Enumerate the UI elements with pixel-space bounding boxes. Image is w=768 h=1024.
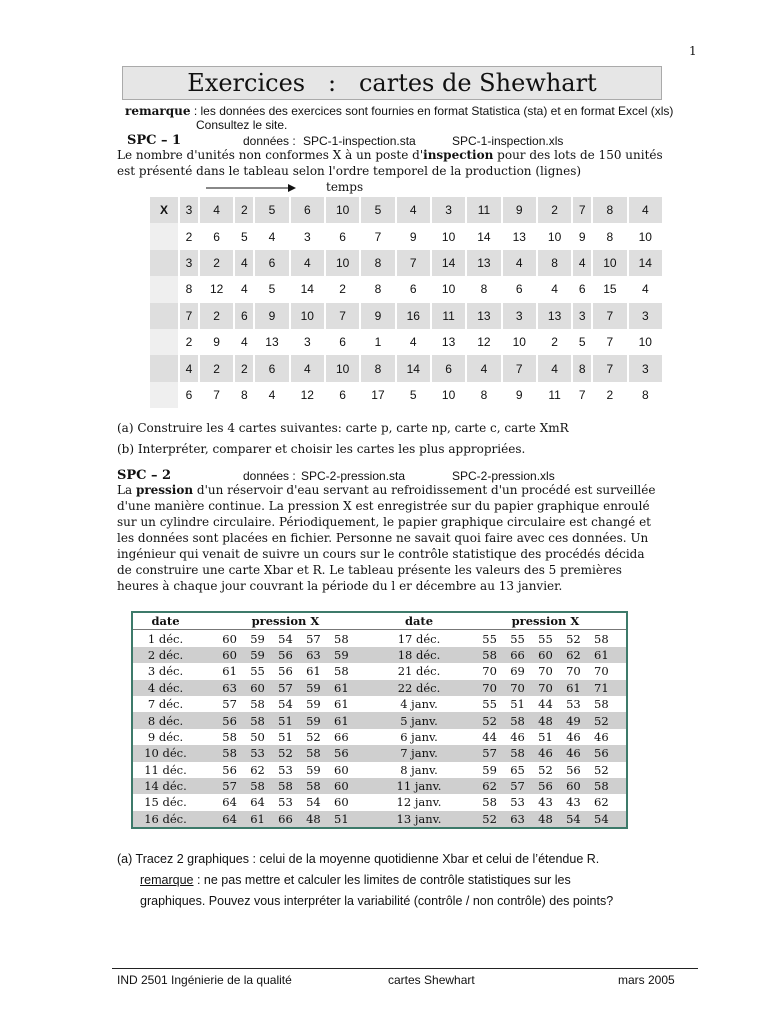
date-cell: 7 janv.	[373, 745, 465, 761]
paragraph-text: ingénieur qui venait de suivre un cours sur le contrôle statistique des procédés décida	[117, 547, 645, 561]
spc1-cell: 10	[592, 250, 627, 276]
spc1-cell: 5	[254, 197, 289, 223]
spc1-cell: 10	[325, 355, 360, 381]
spc1-cell: 4	[234, 329, 254, 355]
pressure-cell: 44 46 51 46 46	[465, 729, 626, 745]
row-label-cell	[150, 250, 179, 276]
paragraph-text: les données sont placées en fichier. Personne ne savait quoi faire avec ces données. Un	[117, 531, 649, 545]
spc1-cell: 4	[466, 355, 501, 381]
spc1-intro-bold: inspection	[423, 148, 494, 162]
pressure-cell: 62 57 56 60 58	[465, 778, 626, 794]
row-label-cell	[150, 303, 179, 329]
spc1-cell: 7	[360, 223, 395, 249]
spc2-row	[133, 712, 626, 728]
spc1-cell: 6	[325, 329, 360, 355]
spc2-data-table-frame	[131, 611, 628, 829]
spc2-files-label: données :	[243, 469, 296, 483]
spc2-file-sta: SPC-2-pression.sta	[301, 469, 406, 483]
spc1-cell: 4	[254, 382, 289, 408]
spc1-cell: 2	[199, 355, 234, 381]
spc1-cell: 5	[254, 276, 289, 302]
spc1-row	[150, 276, 663, 302]
spc1-cell: 10	[290, 303, 325, 329]
spc2-row	[133, 778, 626, 794]
spc1-cell: 8	[628, 382, 663, 408]
date-cell: 4 janv.	[373, 696, 465, 712]
remark-line2: Consultez le site.	[196, 118, 288, 132]
date-cell: 14 déc.	[133, 778, 198, 794]
pressure-cell: 61 55 56 61 58	[198, 663, 373, 679]
spc1-cell: 8	[360, 355, 395, 381]
paragraph-text-end: d'un réservoir d'eau servant au refroidissement d'un procédé est surveillée	[193, 483, 656, 497]
spc1-cell: 6	[290, 197, 325, 223]
date-cell: 22 déc.	[373, 680, 465, 696]
spc1-cell: 2	[199, 303, 234, 329]
spc1-cell: 7	[592, 355, 627, 381]
spc1-cell: 9	[572, 223, 592, 249]
spc1-file-xls: SPC-1-inspection.xls	[452, 134, 564, 148]
col-header-date-2: date	[373, 613, 465, 630]
spc1-intro-line2: est présenté dans le tableau selon l'ordre temporel de la production (lignes)	[117, 164, 582, 178]
page-title-box	[122, 66, 662, 100]
spc1-cell: 3	[628, 355, 663, 381]
pressure-cell: 58 50 51 52 66	[198, 729, 373, 745]
spc1-cell: 8	[234, 382, 254, 408]
spc1-cell: 4	[396, 329, 431, 355]
spc1-cell: 2	[592, 382, 627, 408]
time-label: temps	[326, 180, 364, 194]
spc1-cell: 13	[502, 223, 537, 249]
spc1-cell: 2	[179, 223, 199, 249]
page-title: Exercices : cartes de Shewhart	[187, 69, 597, 97]
spc1-cell: 8	[466, 276, 501, 302]
spc1-cell: 4	[628, 276, 663, 302]
spc1-cell: 3	[290, 223, 325, 249]
spc1-cell: 6	[431, 355, 466, 381]
spc2-question-a: (a) Tracez 2 graphiques : celui de la moyenne quotidienne Xbar et celui de l’étendue R.	[117, 852, 600, 866]
date-cell: 3 déc.	[133, 663, 198, 679]
spc2-file-xls: SPC-2-pression.xls	[452, 469, 555, 483]
spc1-cell: 4	[179, 355, 199, 381]
spc1-intro-text: Le nombre d'unités non conformes X à un poste d'	[117, 148, 424, 162]
spc1-cell: 4	[290, 355, 325, 381]
paragraph-text: de construire une carte Xbar et R. Le tableau présente les valeurs des 5 premières	[117, 563, 622, 577]
spc1-cell: 12	[290, 382, 325, 408]
spc2-row	[133, 663, 626, 679]
spc2-row	[133, 630, 626, 647]
spc2-paragraph-line	[117, 483, 655, 497]
pressure-cell: 70 70 70 61 71	[465, 680, 626, 696]
spc1-cell: 6	[234, 303, 254, 329]
spc1-question-b: (b) Interpréter, comparer et choisir les cartes les plus appropriées.	[117, 442, 526, 456]
spc1-cell: 8	[537, 250, 572, 276]
spc2-remark-text: : ne pas mettre et calculer les limites de contrôle statistiques sur les	[193, 873, 571, 887]
pressure-cell: 58 66 60 62 61	[465, 647, 626, 663]
spc2-paragraph-line	[117, 579, 562, 593]
spc1-cell: 13	[466, 303, 501, 329]
spc1-cell: 12	[199, 276, 234, 302]
pressure-cell: 60 59 56 63 59	[198, 647, 373, 663]
spc1-cell: 11	[466, 197, 501, 223]
remark-text: : les données des exercices sont fournies en format Statistica (sta) et en format Excel (xls)	[190, 104, 674, 118]
spc1-cell: 6	[199, 223, 234, 249]
spc1-cell: 3	[628, 303, 663, 329]
spc1-cell: 17	[360, 382, 395, 408]
date-cell: 17 déc.	[373, 630, 465, 647]
pressure-cell: 56 62 53 59 60	[198, 762, 373, 778]
spc1-cell: 4	[199, 197, 234, 223]
row-label-cell	[150, 329, 179, 355]
spc1-row	[150, 355, 663, 381]
spc1-cell: 2	[179, 329, 199, 355]
spc2-row	[133, 811, 626, 827]
row-label-x: X	[150, 197, 179, 223]
pressure-cell: 55 55 55 52 58	[465, 630, 626, 647]
spc1-cell: 7	[502, 355, 537, 381]
spc2-row	[133, 680, 626, 696]
spc1-cell: 6	[572, 276, 592, 302]
spc2-remark-label: remarque	[140, 873, 194, 887]
col-header-date-1: date	[133, 613, 198, 630]
spc1-cell: 2	[325, 276, 360, 302]
spc1-file-sta: SPC-1-inspection.sta	[303, 134, 416, 148]
spc1-cell: 13	[431, 329, 466, 355]
paragraph-text: d'une manière continue. La pression X est enregistrée sur du papier graphique enroulé	[117, 499, 650, 513]
spc1-question-a: (a) Construire les 4 cartes suivantes: carte p, carte np, carte c, carte XmR	[117, 421, 569, 435]
pressure-cell: 52 58 48 49 52	[465, 712, 626, 728]
spc1-cell: 8	[592, 197, 627, 223]
spc2-row	[133, 696, 626, 712]
spc1-cell: 8	[466, 382, 501, 408]
spc1-cell: 6	[396, 276, 431, 302]
spc1-intro-text-end: pour des lots de 150 unités	[493, 148, 663, 162]
spc1-cell: 7	[592, 303, 627, 329]
spc1-cell: 3	[179, 250, 199, 276]
spc1-cell: 11	[537, 382, 572, 408]
page-number: 1	[689, 44, 697, 58]
spc1-cell: 6	[325, 223, 360, 249]
spc1-cell: 16	[396, 303, 431, 329]
spc1-cell: 9	[502, 382, 537, 408]
row-label-cell	[150, 223, 179, 249]
spc1-row	[150, 329, 663, 355]
spc1-cell: 10	[502, 329, 537, 355]
row-label-cell	[150, 382, 179, 408]
spc1-cell: 9	[360, 303, 395, 329]
date-cell: 11 janv.	[373, 778, 465, 794]
spc1-cell: 8	[360, 276, 395, 302]
pressure-cell: 57 58 46 46 56	[465, 745, 626, 761]
date-cell: 13 janv.	[373, 811, 465, 827]
spc1-cell: 8	[360, 250, 395, 276]
pressure-cell: 57 58 58 58 60	[198, 778, 373, 794]
spc1-cell: 7	[325, 303, 360, 329]
date-cell: 18 déc.	[373, 647, 465, 663]
paragraph-text: La	[117, 483, 136, 497]
spc1-cell: 6	[254, 355, 289, 381]
pressure-cell: 63 60 57 59 61	[198, 680, 373, 696]
spc1-heading: SPC – 1	[127, 133, 182, 148]
spc1-cell: 10	[628, 329, 663, 355]
spc1-cell: 3	[502, 303, 537, 329]
spc1-cell: 4	[234, 250, 254, 276]
date-cell: 8 janv.	[373, 762, 465, 778]
row-label-cell	[150, 355, 179, 381]
spc1-cell: 4	[254, 223, 289, 249]
spc2-paragraph-line	[117, 547, 645, 561]
spc1-cell: 7	[572, 382, 592, 408]
spc1-cell: 14	[396, 355, 431, 381]
spc2-data-table	[133, 613, 626, 827]
spc1-cell: 14	[431, 250, 466, 276]
spc1-cell: 5	[396, 382, 431, 408]
pressure-cell: 70 69 70 70 70	[465, 663, 626, 679]
pressure-cell: 55 51 44 53 58	[465, 696, 626, 712]
spc1-cell: 10	[628, 223, 663, 249]
spc1-cell: 7	[396, 250, 431, 276]
pressure-cell: 56 58 51 59 61	[198, 712, 373, 728]
spc1-cell: 9	[396, 223, 431, 249]
spc2-paragraph-line	[117, 499, 650, 513]
spc1-row	[150, 223, 663, 249]
col-header-pressure-1: pression X	[198, 613, 373, 630]
spc1-cell: 9	[254, 303, 289, 329]
spc1-cell: 14	[628, 250, 663, 276]
pressure-cell: 52 63 48 54 54	[465, 811, 626, 827]
spc1-cell: 4	[537, 355, 572, 381]
footer-divider	[112, 968, 698, 969]
spc1-cell: 6	[179, 382, 199, 408]
spc1-cell: 8	[572, 355, 592, 381]
spc1-cell: 10	[325, 250, 360, 276]
spc1-cell: 12	[466, 329, 501, 355]
date-cell: 12 janv.	[373, 794, 465, 810]
spc2-heading: SPC – 2	[117, 468, 172, 483]
spc1-cell: 8	[592, 223, 627, 249]
spc1-cell: 13	[254, 329, 289, 355]
spc2-paragraph-line	[117, 531, 648, 545]
date-cell: 10 déc.	[133, 745, 198, 761]
spc1-cell: 2	[234, 197, 254, 223]
spc1-cell: 9	[199, 329, 234, 355]
remark-label: remarque	[125, 104, 191, 118]
spc1-cell: 9	[502, 197, 537, 223]
date-cell: 21 déc.	[373, 663, 465, 679]
spc1-cell: 4	[628, 197, 663, 223]
spc1-cell: 15	[592, 276, 627, 302]
spc2-row	[133, 762, 626, 778]
spc1-cell: 2	[199, 250, 234, 276]
pressure-cell: 57 58 54 59 61	[198, 696, 373, 712]
date-cell: 4 déc.	[133, 680, 198, 696]
paragraph-text: sur un cylindre circulaire. Périodiquement, le papier graphique circulaire est changé et	[117, 515, 651, 529]
spc1-cell: 13	[537, 303, 572, 329]
spc2-row	[133, 794, 626, 810]
date-cell: 1 déc.	[133, 630, 198, 647]
spc1-cell: 4	[502, 250, 537, 276]
spc1-cell: 6	[502, 276, 537, 302]
spc1-cell: 7	[572, 197, 592, 223]
spc1-cell: 2	[537, 197, 572, 223]
spc1-cell: 3	[431, 197, 466, 223]
pressure-cell: 58 53 43 43 62	[465, 794, 626, 810]
spc1-cell: 3	[290, 329, 325, 355]
spc2-row	[133, 647, 626, 663]
footer-course: IND 2501 Ingénierie de la qualité	[117, 973, 292, 987]
spc2-question-remark-line2: graphiques. Pouvez vous interpréter la variabilité (contrôle / non contrôle) des points?	[140, 894, 614, 908]
pressure-cell: 60 59 54 57 58	[198, 630, 373, 647]
spc1-cell: 7	[199, 382, 234, 408]
paragraph-text: heures à chaque jour couvrant la période du l er décembre au 13 janvier.	[117, 579, 563, 593]
spc1-cell: 4	[572, 250, 592, 276]
spc1-cell: 6	[325, 382, 360, 408]
date-cell: 5 janv.	[373, 712, 465, 728]
spc1-cell: 10	[325, 197, 360, 223]
date-cell: 8 déc.	[133, 712, 198, 728]
spc2-paragraph-line	[117, 563, 622, 577]
date-cell: 9 déc.	[133, 729, 198, 745]
spc2-row	[133, 729, 626, 745]
date-cell: 7 déc.	[133, 696, 198, 712]
spc1-cell: 4	[396, 197, 431, 223]
spc1-cell: 3	[179, 197, 199, 223]
date-cell: 6 janv.	[373, 729, 465, 745]
spc1-cell: 2	[234, 355, 254, 381]
spc1-cell: 5	[360, 197, 395, 223]
spc1-cell: 4	[290, 250, 325, 276]
spc1-cell: 14	[466, 223, 501, 249]
date-cell: 2 déc.	[133, 647, 198, 663]
remark-line	[125, 104, 673, 118]
col-header-pressure-2: pression X	[465, 613, 626, 630]
spc1-cell: 8	[179, 276, 199, 302]
spc1-cell: 4	[537, 276, 572, 302]
spc1-row	[150, 197, 663, 223]
date-cell: 16 déc.	[133, 811, 198, 827]
spc1-cell: 14	[290, 276, 325, 302]
spc1-cell: 2	[537, 329, 572, 355]
footer-topic: cartes Shewhart	[388, 973, 475, 987]
spc1-cell: 10	[431, 276, 466, 302]
spc1-data-table	[150, 197, 664, 408]
spc1-cell: 11	[431, 303, 466, 329]
spc1-intro-line1	[117, 148, 663, 162]
spc1-cell: 3	[572, 303, 592, 329]
pressure-cell: 64 64 53 54 60	[198, 794, 373, 810]
footer-date: mars 2005	[618, 973, 675, 987]
spc1-cell: 10	[431, 382, 466, 408]
date-cell: 11 déc.	[133, 762, 198, 778]
spc2-paragraph-line	[117, 515, 651, 529]
spc1-files-label: données :	[243, 134, 296, 148]
spc1-row	[150, 382, 663, 408]
pressure-cell: 58 53 52 58 56	[198, 745, 373, 761]
spc1-cell: 6	[254, 250, 289, 276]
date-cell: 15 déc.	[133, 794, 198, 810]
spc1-cell: 10	[537, 223, 572, 249]
time-arrow-icon	[206, 183, 296, 193]
spc1-row	[150, 250, 663, 276]
row-label-cell	[150, 276, 179, 302]
spc1-cell: 7	[592, 329, 627, 355]
spc1-cell: 5	[572, 329, 592, 355]
spc2-row	[133, 745, 626, 761]
spc1-cell: 7	[179, 303, 199, 329]
spc1-cell: 10	[431, 223, 466, 249]
spc1-cell: 1	[360, 329, 395, 355]
spc1-cell: 5	[234, 223, 254, 249]
spc1-row	[150, 303, 663, 329]
paragraph-bold-text: pression	[135, 483, 194, 497]
spc2-question-remark	[140, 873, 571, 887]
spc1-cell: 13	[466, 250, 501, 276]
pressure-cell: 59 65 52 56 52	[465, 762, 626, 778]
spc1-cell: 4	[234, 276, 254, 302]
pressure-cell: 64 61 66 48 51	[198, 811, 373, 827]
